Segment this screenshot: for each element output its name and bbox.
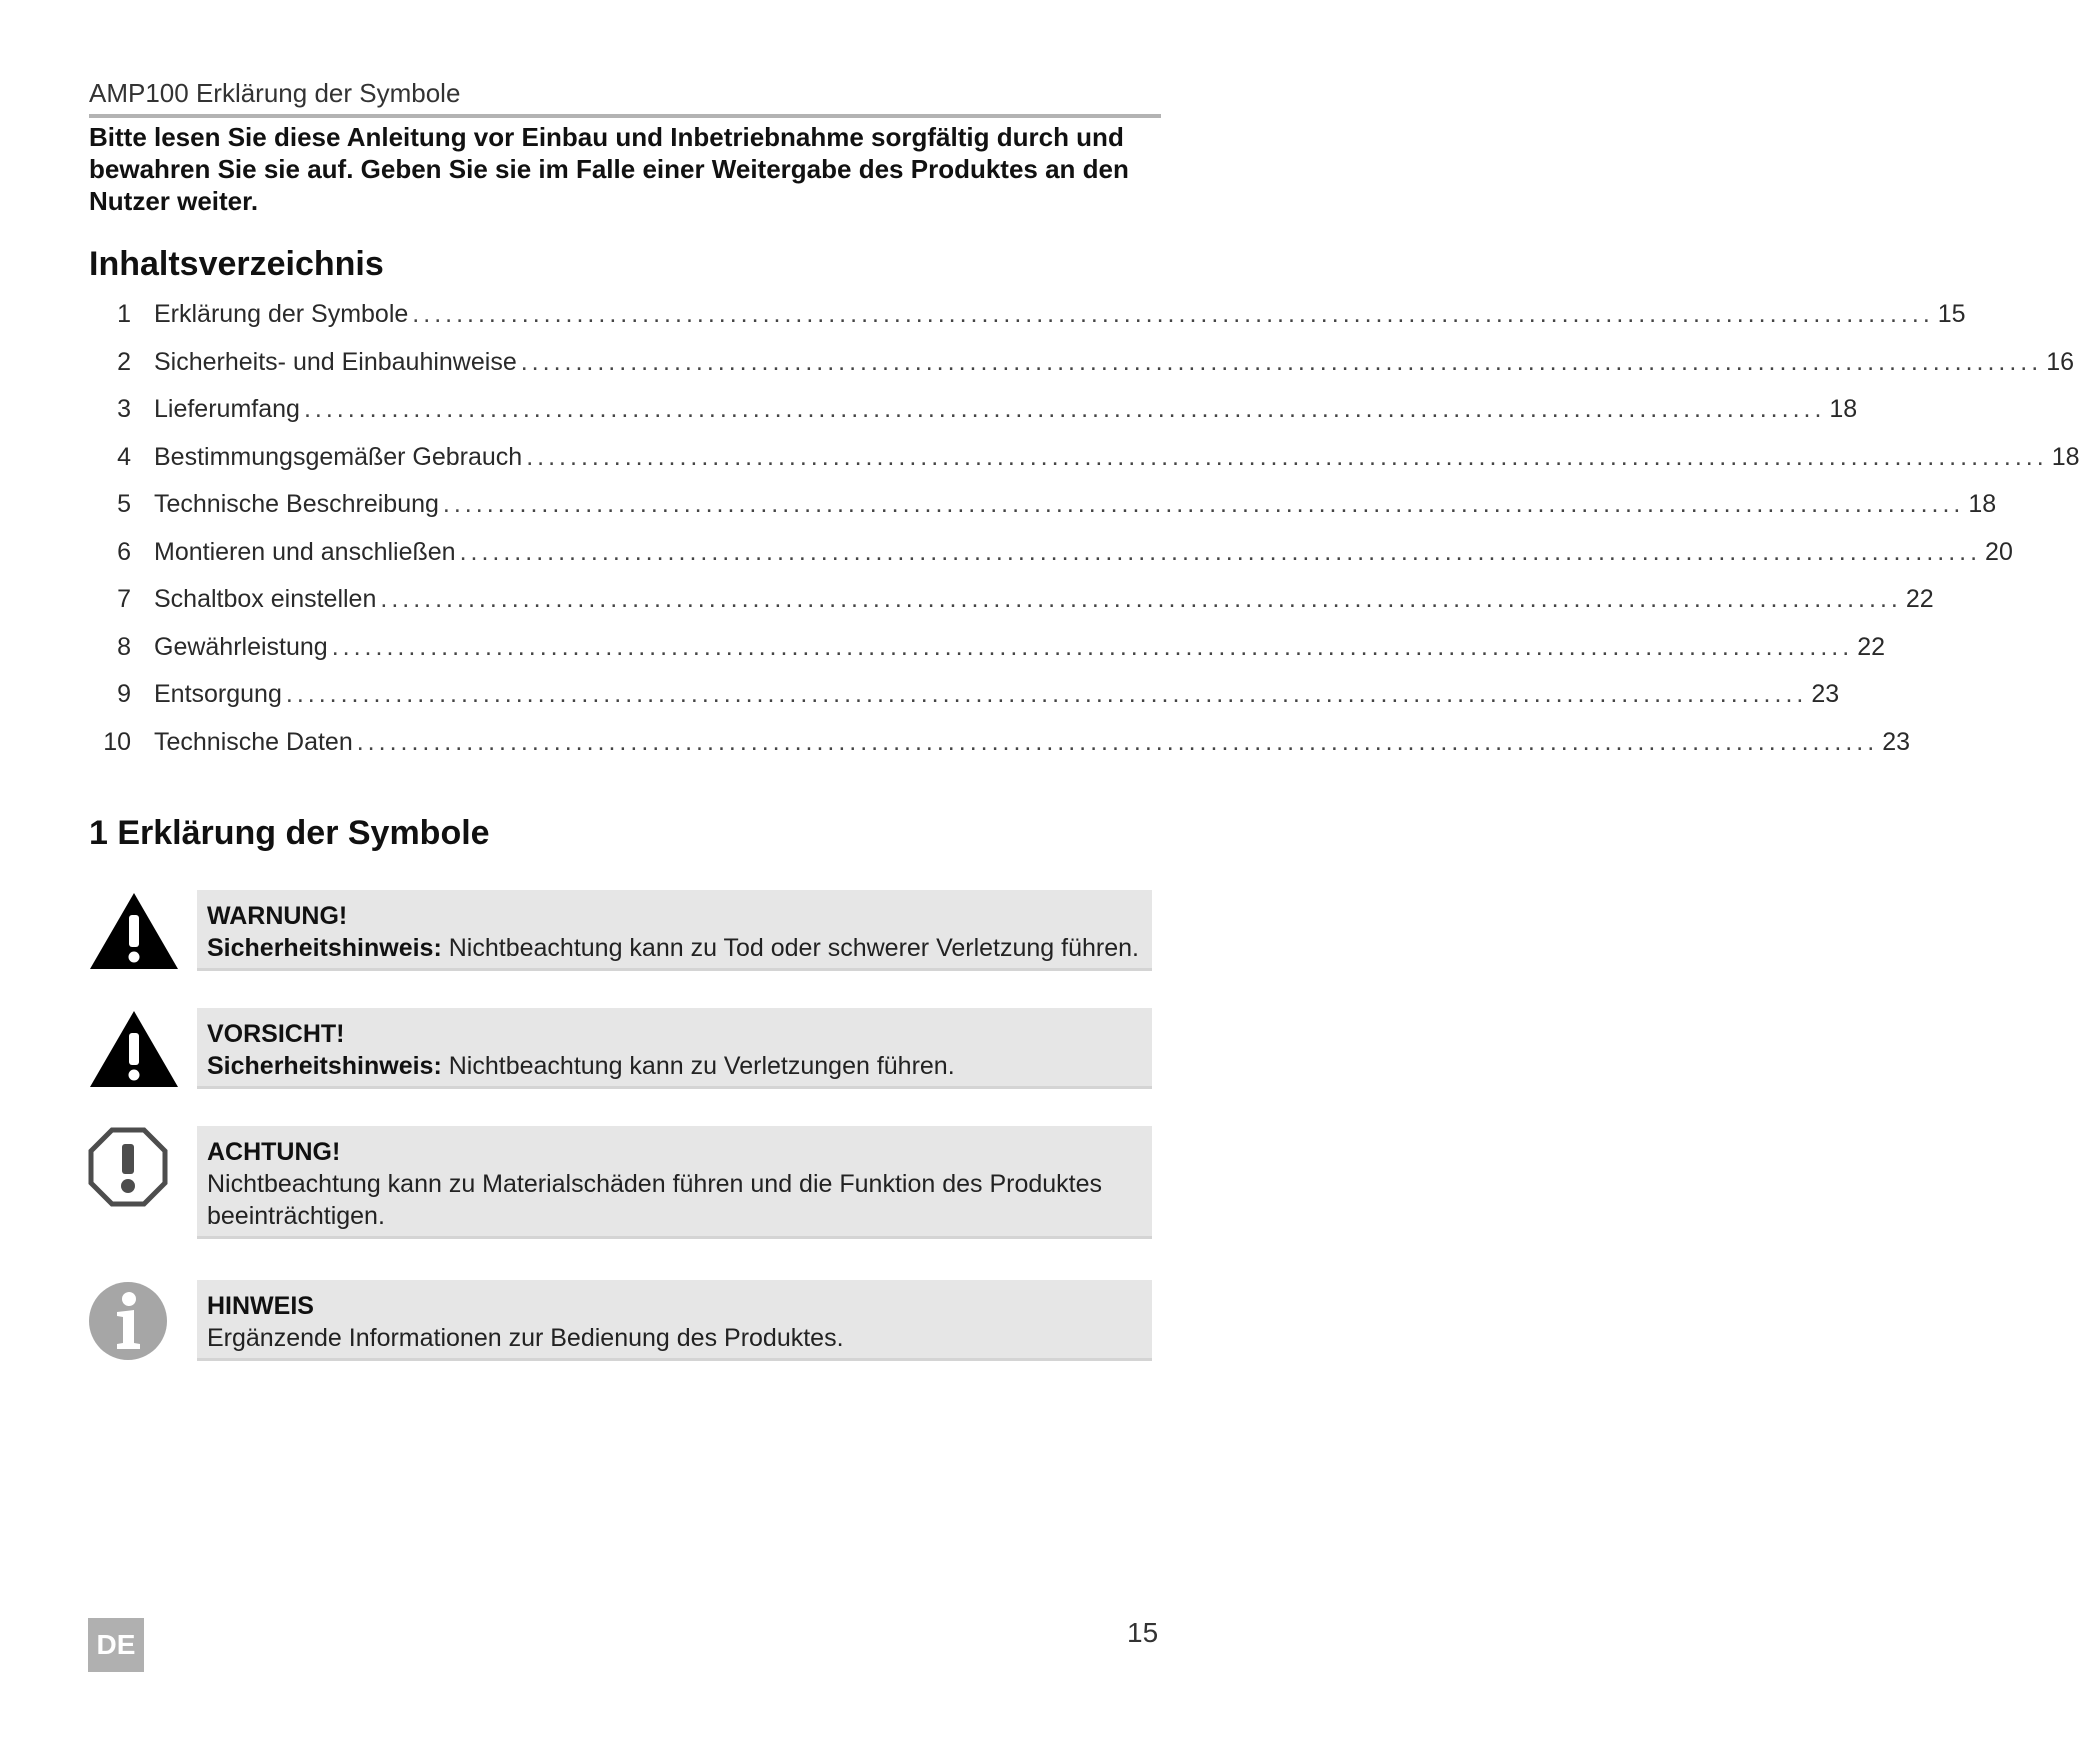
toc-item[interactable] <box>89 537 2013 586</box>
toc-item-title: Montieren und anschließen <box>154 537 456 566</box>
toc-item-number: 8 <box>117 632 131 661</box>
toc-leader-dots: ........................................................................................................................................... <box>356 727 1879 756</box>
toc-item[interactable] <box>89 442 2080 491</box>
symbol-label: Sicherheitshinweis: <box>207 934 442 962</box>
toc-item[interactable] <box>89 585 1934 633</box>
symbol-title: WARNUNG! <box>207 902 348 930</box>
toc-item-title: Gewährleistung <box>154 632 328 661</box>
toc-item-number: 2 <box>117 347 131 376</box>
toc-item-page: 18 <box>2051 442 2080 471</box>
toc-item-title: Schaltbox einstellen <box>154 585 377 613</box>
toc-item-page: 22 <box>1905 585 1934 613</box>
toc-item-title: Sicherheits- und Einbauhinweise <box>154 347 517 376</box>
toc-leader-dots: ........................................................................................................................................... <box>303 395 1826 423</box>
symbol-text: Ergänzende Informationen zur Bedienung des Produktes. <box>207 1324 844 1352</box>
toc-item-number: 10 <box>103 727 131 756</box>
symbol-title: ACHTUNG! <box>207 1138 341 1166</box>
symbol-box-caution <box>197 1008 1152 1086</box>
page-header-title: AMP100 Erklärung der Symbole <box>89 78 461 108</box>
toc-leader-dots: ........................................................................................................................................... <box>526 442 2048 471</box>
symbol-text: Nichtbeachtung kann zu Verletzungen führen. <box>441 1052 955 1080</box>
toc-item[interactable] <box>89 680 1840 728</box>
symbol-description <box>207 932 1144 964</box>
toc-item-title: Erklärung der Symbole <box>154 300 409 328</box>
symbol-title: HINWEIS <box>207 1292 314 1320</box>
toc-heading: Inhaltsverzeichnis <box>89 245 384 283</box>
toc-leader-dots: ........................................................................................................................................... <box>285 680 1808 708</box>
toc-item-page: 20 <box>1985 537 2013 566</box>
toc-item-number: 1 <box>117 300 131 328</box>
toc-item-page: 18 <box>1968 490 1997 518</box>
intro-text: Bitte lesen Sie diese Anleitung vor Einbau und Inbetriebnahme sorgfältig durch und bewahren Sie sie auf. Geben Sie sie im Falle einer Weitergabe des Produktes an den Nutzer weiter. <box>89 122 1129 216</box>
toc-item-page: 16 <box>2046 347 2075 376</box>
page-number: 15 <box>1127 1617 1159 1648</box>
toc-item[interactable] <box>89 395 1858 443</box>
toc-leader-dots: ........................................................................................................................................... <box>459 537 1982 566</box>
toc-item[interactable] <box>89 347 2075 396</box>
header-rule <box>89 114 1161 118</box>
octagon-exclamation-icon <box>88 1127 168 1207</box>
toc-item-page: 22 <box>1857 632 1885 661</box>
toc-item-page: 23 <box>1811 680 1840 708</box>
toc-item-title: Lieferumfang <box>154 395 300 423</box>
symbol-box-warning <box>197 890 1152 968</box>
symbol-title: VORSICHT! <box>207 1020 345 1048</box>
symbol-box-attention <box>197 1126 1152 1236</box>
toc-item-title: Technische Daten <box>154 727 353 756</box>
toc-item-number: 9 <box>117 680 131 708</box>
toc-item-title: Entsorgung <box>154 680 282 708</box>
toc-item-page: 15 <box>1937 300 1966 328</box>
toc-item[interactable] <box>89 632 1885 681</box>
warning-triangle-icon <box>88 891 180 971</box>
symbol-text: Nichtbeachtung kann zu Materialschäden führen und die Funktion des Produktes beeinträchtigen. <box>207 1170 1103 1230</box>
toc-item-page: 18 <box>1829 395 1858 423</box>
toc-item-number: 7 <box>117 585 131 613</box>
toc-leader-dots: ........................................................................................................................................... <box>520 347 2043 376</box>
toc-item-page: 23 <box>1882 727 1911 756</box>
toc-item-number: 4 <box>117 442 131 471</box>
symbol-description <box>207 1050 1144 1082</box>
table-of-contents <box>89 300 2080 775</box>
toc-item-number: 6 <box>117 537 131 566</box>
toc-leader-dots: ........................................................................................................................................... <box>331 632 1854 661</box>
caution-triangle-icon <box>88 1009 180 1089</box>
toc-item-title: Bestimmungsgemäßer Gebrauch <box>154 442 523 471</box>
toc-leader-dots: ........................................................................................................................................... <box>442 490 1965 518</box>
symbol-box-note <box>197 1280 1152 1358</box>
toc-leader-dots: ........................................................................................................................................... <box>380 585 1902 613</box>
toc-item-number: 5 <box>117 490 131 518</box>
toc-leader-dots: ........................................................................................................................................... <box>412 300 1934 328</box>
toc-item[interactable] <box>89 490 1997 538</box>
symbol-text: Nichtbeachtung kann zu Tod oder schwerer Verletzung führen. <box>441 934 1139 962</box>
toc-item-number: 3 <box>117 395 131 423</box>
toc-item[interactable] <box>89 727 1911 776</box>
symbol-label: Sicherheitshinweis: <box>207 1052 442 1080</box>
info-circle-icon <box>88 1281 168 1361</box>
section-heading: 1 Erklärung der Symbole <box>89 814 490 852</box>
toc-item[interactable] <box>89 300 1966 348</box>
toc-item-title: Technische Beschreibung <box>154 490 439 518</box>
language-badge: DE <box>88 1618 144 1672</box>
